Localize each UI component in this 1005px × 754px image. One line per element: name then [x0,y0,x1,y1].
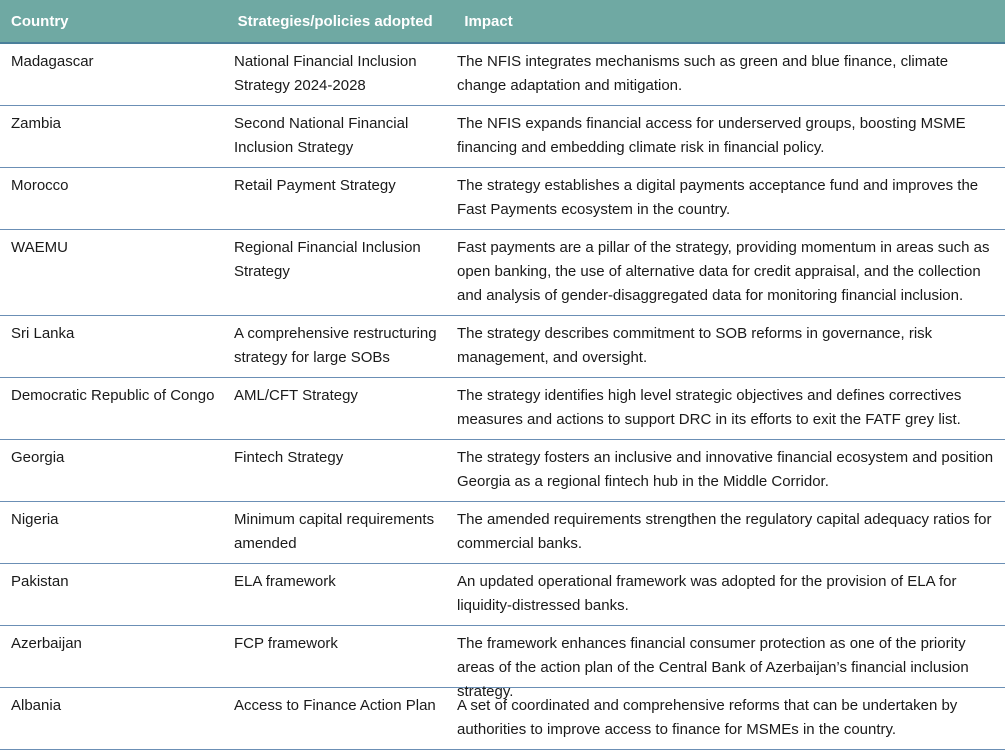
strategy-cell: Fintech Strategy [234,449,344,466]
strategy-cell: National Financial Inclusion Strategy 2024-2028 [234,53,417,94]
country-cell: Madagascar [11,53,94,70]
table-header [0,0,1005,44]
country-cell: Sri Lanka [11,325,75,342]
strategy-cell: ELA framework [234,573,336,590]
header-impact: Impact [464,13,513,30]
table-row [0,168,1005,230]
table-row [0,230,1005,316]
strategy-cell: A comprehensive restructuring strategy for large SOBs [234,325,437,366]
impact-cell: The amended requirements strengthen the regulatory capital adequacy ratios for commercial banks. [457,511,992,552]
strategy-cell: Second National Financial Inclusion Strategy [234,115,409,156]
country-cell: Pakistan [11,573,69,590]
header-strategies: Strategies/policies adopted [237,13,433,30]
country-cell: Azerbaijan [11,635,82,652]
strategy-cell: Retail Payment Strategy [234,177,396,194]
impact-cell: The strategy fosters an inclusive and innovative financial ecosystem and position Georgia as a regional fintech hub in the Middle Corridor. [457,449,994,490]
country-cell: Morocco [11,177,69,194]
impact-cell: The strategy identifies high level strategic objectives and defines correctives measures and actions to support DRC in its efforts to exit the FATF grey list. [457,387,962,428]
country-cell: Nigeria [11,511,59,528]
table-row [0,688,1005,750]
table-row [0,106,1005,168]
table-row [0,316,1005,378]
country-cell: WAEMU [11,239,68,256]
country-cell: Albania [11,697,62,714]
impact-cell: Fast payments are a pillar of the strategy, providing momentum in areas such as open banking, the use of alternative data for credit appraisal, and the collection and analysis of gender-disaggregated data for monitoring financial inclusion. [457,239,990,304]
strategy-cell: FCP framework [234,635,338,652]
strategy-cell: Access to Finance Action Plan [234,697,436,714]
country-cell: Georgia [11,449,65,466]
table-row [0,44,1005,106]
country-cell: Zambia [11,115,62,132]
impact-cell: The framework enhances financial consumer protection as one of the priority areas of the action plan of the Central Bank of Azerbaijan’s financial inclusion strategy. [457,635,969,700]
table-row [0,564,1005,626]
impact-cell: The strategy establishes a digital payments acceptance fund and improves the Fast Payments ecosystem in the country. [457,177,979,218]
impact-cell: The NFIS expands financial access for underserved groups, boosting MSME financing and embedding climate risk in financial policy. [457,115,966,156]
country-cell: Democratic Republic of Congo [11,387,215,404]
table-row [0,440,1005,502]
impact-cell: The strategy describes commitment to SOB reforms in governance, risk management, and oversight. [457,325,933,366]
header-country: Country [11,13,69,30]
impact-cell: A set of coordinated and comprehensive reforms that can be undertaken by authorities to improve access to finance for MSMEs in the country. [457,697,958,738]
strategy-cell: Regional Financial Inclusion Strategy [234,239,421,280]
impact-cell: An updated operational framework was adopted for the provision of ELA for liquidity-distressed banks. [457,573,957,614]
strategy-cell: AML/CFT Strategy [234,387,358,404]
table-row [0,378,1005,440]
table-row [0,502,1005,564]
strategy-cell: Minimum capital requirements amended [234,511,435,552]
impact-cell: The NFIS integrates mechanisms such as green and blue finance, climate change adaptation and mitigation. [457,53,949,94]
table-row [0,626,1005,700]
